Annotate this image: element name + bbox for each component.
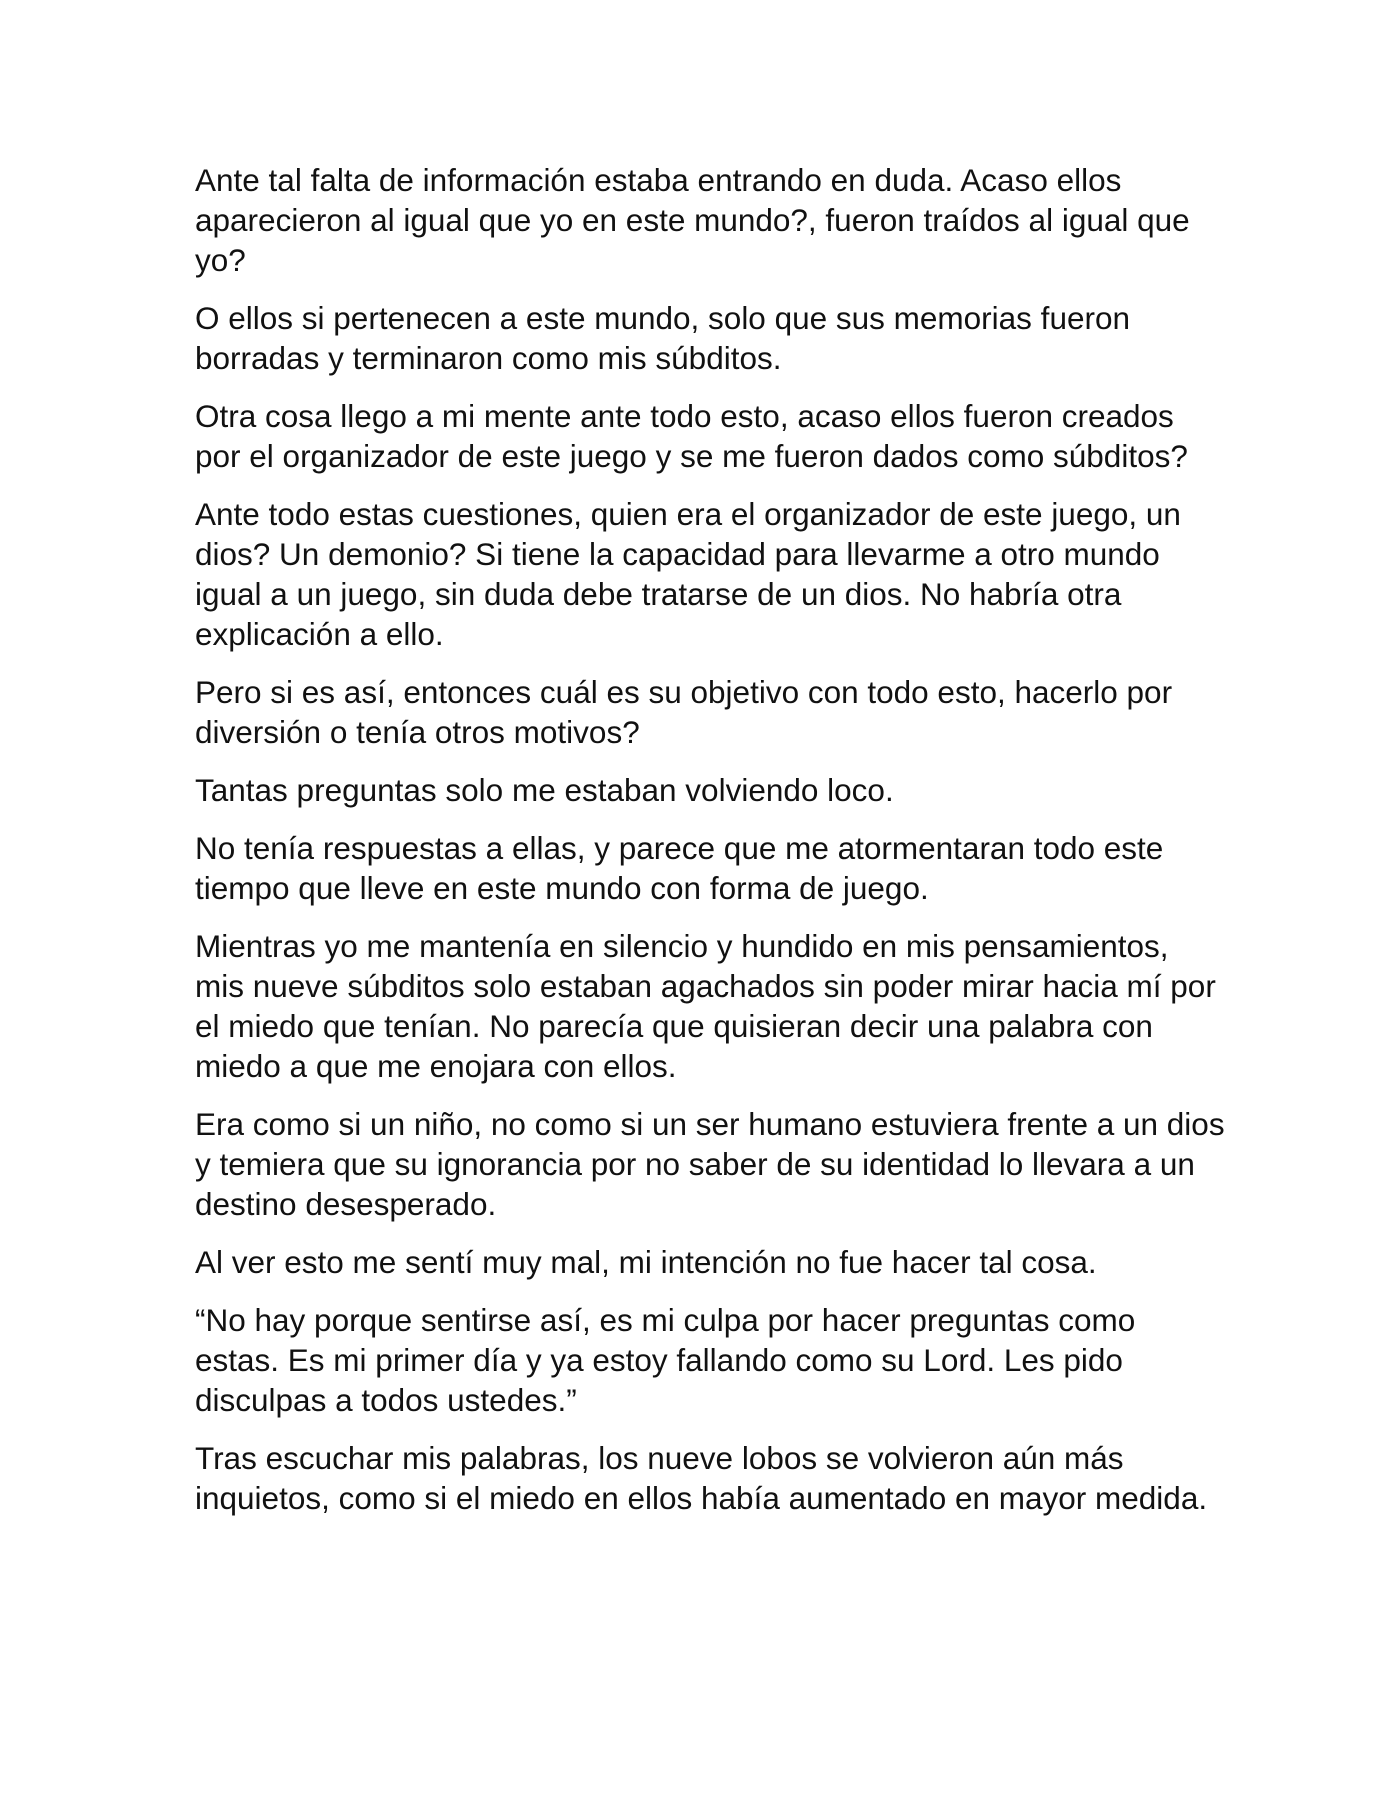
paragraph-12: Tras escuchar mis palabras, los nueve lobos se volvieron aún más inquietos, como si el miedo en ellos había aumentado en mayor medida. <box>195 1440 1208 1516</box>
paragraph-9: Era como si un niño, no como si un ser humano estuviera frente a un dios y temiera que su ignorancia por no saber de su identidad lo llevara a un destino desesperado. <box>195 1106 1225 1222</box>
paragraph-3: Otra cosa llego a mi mente ante todo esto, acaso ellos fueron creados por el organizador de este juego y se me fueron dados como súbditos? <box>195 398 1188 474</box>
paragraph-8: Mientras yo me mantenía en silencio y hundido en mis pensamientos, mis nueve súbditos solo estaban agachados sin poder mirar hacia mí por el miedo que tenían. No parecía que quisieran decir una palabra con miedo a que me enojara con ellos. <box>195 928 1216 1084</box>
paragraph-4: Ante todo estas cuestiones, quien era el organizador de este juego, un dios? Un demonio? Si tiene la capacidad para llevarme a otro mundo igual a un juego, sin duda debe tratarse de un dios. No habría otra explicación a ello. <box>195 496 1181 652</box>
paragraph-1: Ante tal falta de información estaba entrando en duda. Acaso ellos aparecieron al igual que yo en este mundo?, fueron traídos al igual que yo? <box>195 162 1190 278</box>
paragraph-6: Tantas preguntas solo me estaban volviendo loco. <box>195 772 894 808</box>
paragraph-10: Al ver esto me sentí muy mal, mi intención no fue hacer tal cosa. <box>195 1244 1097 1280</box>
paragraph-11: “No hay porque sentirse así, es mi culpa por hacer preguntas como estas. Es mi primer día y ya estoy fallando como su Lord. Les pido disculpas a todos ustedes.” <box>195 1302 1136 1418</box>
paragraph-2: O ellos si pertenecen a este mundo, solo que sus memorias fueron borradas y terminaron como mis súbditos. <box>195 300 1131 376</box>
paragraph-7: No tenía respuestas a ellas, y parece que me atormentaran todo este tiempo que lleve en este mundo con forma de juego. <box>195 830 1164 906</box>
paragraph-5: Pero si es así, entonces cuál es su objetivo con todo esto, hacerlo por diversión o tenía otros motivos? <box>195 674 1173 750</box>
document-body <box>195 160 1225 1536</box>
